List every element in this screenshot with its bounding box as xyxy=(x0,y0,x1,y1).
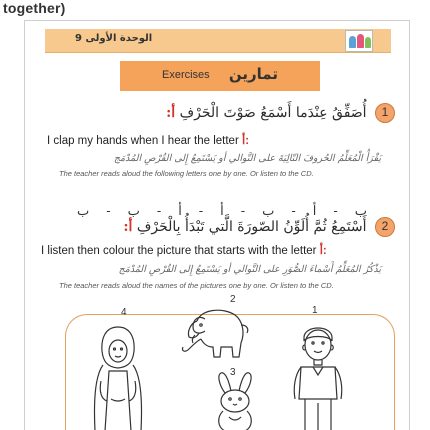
exercises-title-ar: تمارين xyxy=(228,65,278,83)
exercise1-ar-letter: أ: xyxy=(166,105,176,121)
elephant-drawing[interactable] xyxy=(177,303,255,361)
letter-separator: - xyxy=(240,204,246,219)
exercise2-en-text: I listen then colour the picture that starts with the letter xyxy=(41,245,317,257)
girl-drawing[interactable] xyxy=(87,321,149,430)
exercise2-instruction-en xyxy=(41,243,327,257)
letter-item: أ xyxy=(312,204,317,219)
exercise1-teacher-note-en: The teacher reads aloud the following letters one by one. Or listen to the CD. xyxy=(59,169,314,178)
picture-number: 3 xyxy=(230,367,236,378)
unit-header-band xyxy=(45,29,391,53)
picture-number: 4 xyxy=(121,307,127,318)
letter-item: ب xyxy=(127,204,140,219)
letter-separator: - xyxy=(156,204,162,219)
letter-item: ب xyxy=(354,204,367,219)
exercise2-teacher-note-ar: يَذْكُرُ المُعَلِّمُ أَسْماءَ الصُّوَرِ على التَّوالي أو يَسْتَمِعُ إِلى القُرْصِ المُدْمَج xyxy=(118,264,381,275)
picture-number: 1 xyxy=(312,305,318,316)
exercise1-en-letter: أ: xyxy=(241,135,250,147)
children-logo-icon xyxy=(345,30,373,52)
letter-item: ب xyxy=(77,204,90,219)
letter-item: أ xyxy=(220,204,224,219)
letter-separator: - xyxy=(291,204,296,219)
exercise1-instruction-en xyxy=(47,133,249,147)
exercise2-instruction-ar xyxy=(123,217,395,237)
letter-separator: - xyxy=(333,204,338,219)
exercise2-teacher-note-en: The teacher reads aloud the names of the pictures one by one. Or listen to the CD. xyxy=(59,281,334,290)
exercise2-ar-letter: أ: xyxy=(123,219,133,235)
rabbit-drawing[interactable] xyxy=(203,371,267,430)
exercise1-instruction-ar xyxy=(166,103,395,123)
unit-label: الوحدة الأولى 9 xyxy=(75,33,153,44)
top-caption: together) xyxy=(3,0,66,16)
exercise1-ar-text: أُصَفِّقُ عِنْدَما أَسْمَعُ صَوْتَ الْحَرْفِ xyxy=(179,105,367,121)
exercise2-en-letter: أ: xyxy=(319,245,327,257)
exercises-title-box xyxy=(120,61,320,91)
picture-number: 2 xyxy=(230,294,236,305)
exercise1-teacher-note-ar: يَقْرَأُ الْمُعَلِّمُ الحُروفَ التّالِيَةَ على التَّوالي أو يَسْتَمِعُ إِلى القُرْصِ المُدْمَج xyxy=(113,153,381,164)
letter-separator: - xyxy=(198,204,204,219)
letter-item: أ xyxy=(178,204,182,219)
letter-separator: - xyxy=(106,204,111,219)
exercise1-number-badge: 1 xyxy=(375,103,395,123)
worksheet-page xyxy=(24,20,410,430)
exercises-title-en: Exercises xyxy=(162,69,210,81)
exercise1-en-text: I clap my hands when I hear the letter xyxy=(47,135,239,147)
exercise2-number-badge: 2 xyxy=(375,217,395,237)
letter-item: ب xyxy=(262,204,275,219)
boy-drawing[interactable] xyxy=(287,319,349,430)
exercise2-ar-text: أَسْتَمِعُ ثُمَّ أُلَوِّنُ الصّورَةَ الَّتي تَبْدَأُ بِالْحَرْفِ xyxy=(136,219,367,235)
